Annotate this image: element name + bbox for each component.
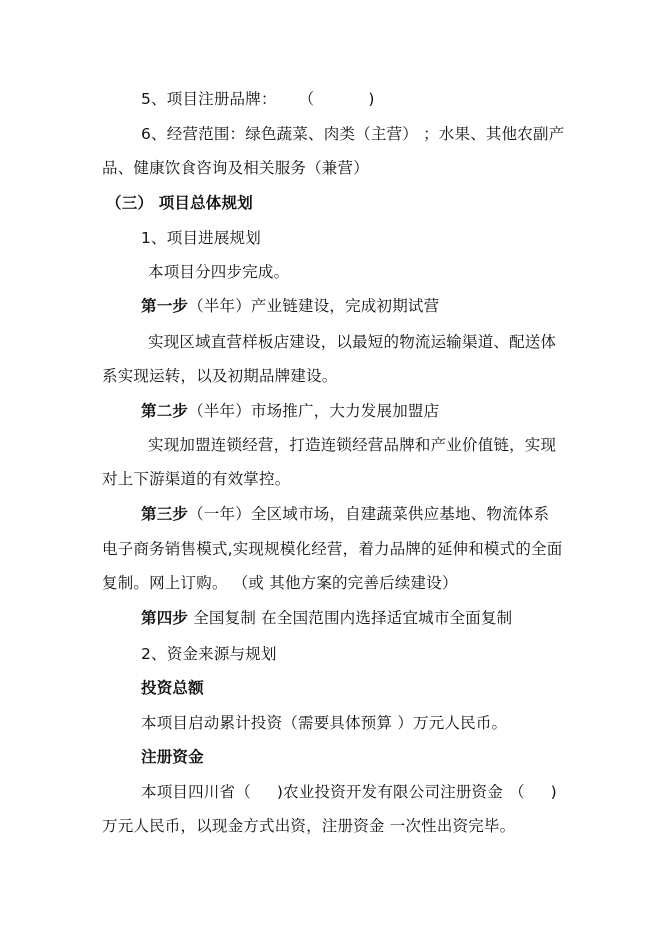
registered-capital-company: )农业投资开发有限公司注册资金 <box>276 783 503 801</box>
step-1-body-line-1: 实现区域直营样板店建设，以最短的物流运输渠道、配送体 <box>148 333 557 351</box>
four-steps-intro: 本项目分四步完成。 <box>148 263 290 281</box>
business-scope-line-1: 6、经营范围：绿色蔬菜、肉类（主营） ；水果、其他农副产 <box>141 125 565 143</box>
step-3-title <box>141 504 549 524</box>
step-3-body-line-2: 复制。网上订购。 （或 其他方案的完善后续建设） <box>102 574 458 592</box>
funding-plan-heading: 2、资金来源与规划 <box>141 645 277 663</box>
step-2-body-line-1: 实现加盟连锁经营，打造连锁经营品牌和产业价值链，实现 <box>148 436 557 454</box>
step-4-title <box>141 608 512 628</box>
step-4-description: 全国复制 在全国范围内选择适宜城市全面复制 <box>188 609 513 627</box>
step-1-description: （半年）产业链建设，完成初期试营 <box>188 297 440 315</box>
progress-plan-heading: 1、项目进展规划 <box>141 229 261 247</box>
registered-brand-close-paren: ) <box>368 90 375 108</box>
business-scope-line-2: 品、健康饮食咨询及相关服务（兼营） <box>102 159 369 177</box>
step-2-title <box>141 401 439 421</box>
registered-brand-line <box>141 89 375 109</box>
step-2-description: （半年）市场推广，大力发展加盟店 <box>188 402 440 420</box>
registered-capital-body-line-2: 万元人民币，以现金方式出资，注册资金 一次性出资完毕。 <box>102 817 516 835</box>
step-2-body-line-2: 对上下游渠道的有效掌控。 <box>102 470 291 488</box>
step-1-title <box>141 296 439 316</box>
step-3-description: （一年）全区域市场，自建蔬菜供应基地、物流体系 <box>188 505 550 523</box>
total-investment-body: 本项目启动累计投资（需要具体预算 ）万元人民币。 <box>141 714 508 732</box>
registered-capital-close-paren: ) <box>550 783 557 801</box>
registered-capital-body-line-1 <box>141 782 557 802</box>
registered-capital-open-paren: （ <box>508 783 525 801</box>
section-3-heading: （三） 项目总体规划 <box>106 194 253 212</box>
step-2-label: 第二步 <box>141 402 189 420</box>
registered-brand-label: 5、项目注册品牌： <box>141 90 277 108</box>
total-investment-heading: 投资总额 <box>141 679 204 697</box>
registered-brand-open-paren: （ <box>298 90 315 108</box>
step-4-label: 第四步 <box>141 609 189 627</box>
step-1-body-line-2: 系实现运转，以及初期品牌建设。 <box>102 367 338 385</box>
registered-capital-heading: 注册资金 <box>141 748 204 766</box>
step-1-label: 第一步 <box>141 297 189 315</box>
step-3-label: 第三步 <box>141 505 189 523</box>
step-3-body-line-1: 电子商务销售模式,实现规模化经营，着力品牌的延伸和模式的全面 <box>102 540 563 558</box>
registered-capital-province: 本项目四川省（ <box>141 783 251 801</box>
